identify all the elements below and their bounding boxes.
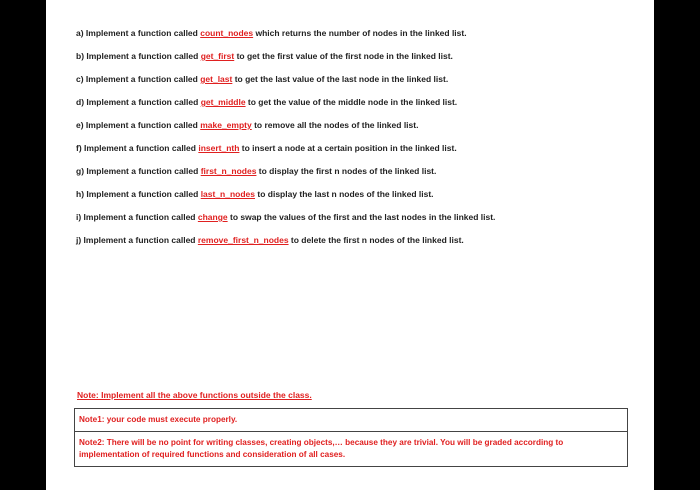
task-suffix: to display the last n nodes of the linked list. [255, 189, 434, 199]
task-item-j [76, 233, 636, 256]
function-name: make_empty [200, 120, 252, 130]
note-2: Note2: There will be no point for writing classes, creating objects,… because they are trivial. You will be graded according to implementation of required functions and consideration of all cases. [75, 431, 627, 466]
task-prefix: a) Implement a function called [76, 28, 201, 38]
function-name: count_nodes [200, 28, 254, 38]
function-name: change [197, 212, 228, 222]
task-item-d [76, 95, 636, 118]
task-item-f [76, 141, 636, 164]
task-prefix: h) Implement a function called [76, 189, 201, 199]
task-suffix: to get the last value of the last node in the linked list. [232, 74, 449, 84]
task-list [76, 26, 636, 256]
task-suffix: to remove all the nodes of the linked list. [251, 120, 419, 130]
document-page [46, 0, 654, 490]
task-prefix: e) Implement a function called [76, 120, 201, 130]
note-heading: Note: Implement all the above functions outside the class. [77, 390, 312, 400]
function-name: get_last [200, 74, 233, 84]
function-name: first_n_nodes [200, 166, 257, 176]
function-name: get_first [200, 51, 235, 61]
note-1: Note1: your code must execute properly. [79, 415, 238, 424]
notes-section [74, 388, 634, 467]
task-item-h [76, 187, 636, 210]
task-item-c [76, 72, 636, 95]
task-suffix: to insert a node at a certain position in the linked list. [239, 143, 457, 153]
task-prefix: f) Implement a function called [76, 143, 199, 153]
function-name: last_n_nodes [200, 189, 256, 199]
task-prefix: c) Implement a function called [76, 74, 201, 84]
task-item-a [76, 26, 636, 49]
task-suffix: to swap the values of the first and the last nodes in the linked list. [227, 212, 496, 222]
task-item-b [76, 49, 636, 72]
task-suffix: which returns the number of nodes in the linked list. [253, 28, 467, 38]
note-box [74, 408, 628, 467]
task-prefix: i) Implement a function called [76, 212, 198, 222]
task-prefix: d) Implement a function called [76, 97, 201, 107]
function-name: insert_nth [198, 143, 240, 153]
task-suffix: to display the first n nodes of the linked list. [256, 166, 437, 176]
task-item-g [76, 164, 636, 187]
function-name: remove_first_n_nodes [197, 235, 289, 245]
task-prefix: j) Implement a function called [76, 235, 198, 245]
task-item-e [76, 118, 636, 141]
task-prefix: b) Implement a function called [76, 51, 201, 61]
function-name: get_middle [200, 97, 246, 107]
task-suffix: to delete the first n nodes of the linked list. [288, 235, 464, 245]
task-suffix: to get the first value of the first node in the linked list. [234, 51, 453, 61]
task-suffix: to get the value of the middle node in the linked list. [245, 97, 458, 107]
task-item-i [76, 210, 636, 233]
task-prefix: g) Implement a function called [76, 166, 201, 176]
